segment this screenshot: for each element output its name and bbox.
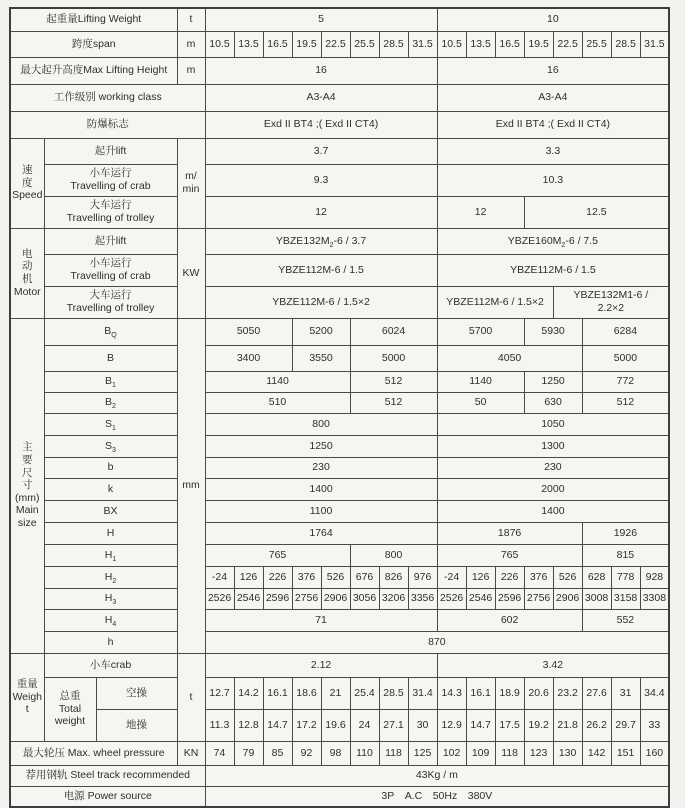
size-h2-cell-14: 628 — [582, 566, 611, 588]
row-max-lifting-height — [10, 57, 669, 84]
max-wheel-pressure-cell-11: 109 — [466, 741, 495, 765]
row-size-h1 — [10, 544, 669, 566]
row-size-h2 — [10, 566, 669, 588]
max-wheel-pressure-cell-4: 85 — [263, 741, 292, 765]
span-cell-9: 31.5 — [408, 31, 437, 57]
size-h2-cell-15: 778 — [611, 566, 640, 588]
max-wheel-pressure-cell-17: 160 — [640, 741, 669, 765]
size-b1-cell-1: 1140 — [205, 371, 350, 392]
row-weight-total-empty-cab — [10, 677, 669, 709]
size-b-cell-1: 3400 — [205, 345, 292, 371]
row-span — [10, 31, 669, 57]
size-s1-cell-1: 800 — [205, 413, 437, 435]
size-h3-label: $H_3$ — [44, 588, 177, 609]
size-bq-cell-6: 5700 — [437, 318, 524, 345]
span-cell-12: 16.5 — [495, 31, 524, 57]
size-h2-cell-13: 526 — [553, 566, 582, 588]
weight-total-ground-cell-6: 24 — [350, 709, 379, 741]
size-bq-label: $B_Q$ — [44, 318, 177, 345]
size-bq-cell-5: 6024 — [350, 318, 437, 345]
motor-trolley-cell-2: YBZE112M-6 / 1.5×2 — [437, 286, 553, 318]
size-bx-cell-2: 1400 — [437, 500, 669, 522]
weight-total-empty-cab-cell-9: 31.4 — [408, 677, 437, 709]
row-size-bq — [10, 318, 669, 345]
size-h2-cell-4: 376 — [292, 566, 321, 588]
weight-total-ground-cell-3: 14.7 — [263, 709, 292, 741]
size-h3-cell-6: 3056 — [350, 588, 379, 609]
row-size-s1 — [10, 413, 669, 435]
motor-group-label: 电 动 机 Motor — [10, 228, 44, 318]
size-h2-cell-12: 376 — [524, 566, 553, 588]
max-wheel-pressure-cell-7: 110 — [350, 741, 379, 765]
motor-crab-cell-1: YBZE112M-6 / 1.5 — [205, 254, 437, 286]
lifting-weight-label: 起重量Lifting Weight — [10, 8, 177, 31]
span-cell-10: 10.5 — [437, 31, 466, 57]
size-h1-cell-3: 765 — [437, 544, 582, 566]
size-h3-cell-4: 2756 — [292, 588, 321, 609]
size-b-cell-2: 3550 — [292, 345, 350, 371]
weight-total-empty-cab-cell-7: 25.4 — [350, 677, 379, 709]
span-cell-16: 28.5 — [611, 31, 640, 57]
motor-unit: KW — [177, 228, 205, 318]
row-size-b1 — [10, 371, 669, 392]
speed-crab-cell-2: 10.3 — [437, 164, 669, 196]
lifting-weight-unit: t — [177, 8, 205, 31]
max-wheel-pressure-cell-6: 98 — [321, 741, 350, 765]
row-size-k — [10, 478, 669, 500]
size-h2-cell-16: 928 — [640, 566, 669, 588]
size-h2-cell-11: 226 — [495, 566, 524, 588]
max-wheel-pressure-cell-16: 151 — [611, 741, 640, 765]
size-h3-cell-14: 3008 — [582, 588, 611, 609]
weight-total-empty-cab-cell-13: 20.6 — [524, 677, 553, 709]
weight-total-empty-cab-cell-2: 12.7 — [205, 677, 234, 709]
size-h1-label: $H_1$ — [44, 544, 177, 566]
motor-lift-cell-3: $YBZE132M_2-6 / 3.7$ — [205, 228, 437, 254]
size-b2-cell-5: 512 — [582, 392, 669, 413]
size-unit: mm — [177, 318, 205, 653]
max-lifting-height-cell-3: 16 — [437, 57, 669, 84]
size-b1-cell-5: 772 — [582, 371, 669, 392]
spec-table — [9, 7, 670, 808]
size-b-flange-cell-2: 230 — [437, 457, 669, 478]
span-cell-15: 25.5 — [582, 31, 611, 57]
size-h2-cell-7: 826 — [379, 566, 408, 588]
motor-trolley-cell-3: YBZE132M1-6 / 2.2×2 — [553, 286, 669, 318]
size-s3-cell-1: 1250 — [205, 435, 437, 457]
row-max-wheel-pressure — [10, 741, 669, 765]
row-weight-total-ground — [10, 709, 669, 741]
max-lifting-height-label: 最大起升高度Max Lifting Height — [10, 57, 177, 84]
weight-total-ground-cell-10: 14.7 — [466, 709, 495, 741]
size-h3-cell-1: 2526 — [205, 588, 234, 609]
row-motor-lift — [10, 228, 669, 254]
span-cell-2: 10.5 — [205, 31, 234, 57]
size-h3-cell-3: 2596 — [263, 588, 292, 609]
explosion-proof-mark-label: 防爆标志 — [10, 111, 205, 138]
max-wheel-pressure-cell-14: 130 — [553, 741, 582, 765]
total-weight-label: 总重 Total weight — [44, 677, 96, 741]
size-bx-cell-1: 1100 — [205, 500, 437, 522]
weight-group-label: 重量 Weight — [10, 653, 44, 741]
size-h3-cell-15: 3158 — [611, 588, 640, 609]
weight-total-empty-cab-cell-12: 18.9 — [495, 677, 524, 709]
span-cell-5: 19.5 — [292, 31, 321, 57]
size-b2-cell-2: 512 — [350, 392, 437, 413]
steel-track-label: 荐用钢轨 Steel track recommended — [10, 765, 205, 786]
size-h1-cell-1: 765 — [205, 544, 350, 566]
max-wheel-pressure-label: 最大轮压 Max. wheel pressure — [10, 741, 177, 765]
power-source-label: 电源 Power source — [10, 786, 205, 807]
row-size-b — [10, 345, 669, 371]
size-h1-cell-2: 800 — [350, 544, 437, 566]
row-motor-trolley — [10, 286, 669, 318]
weight-total-ground-cell-5: 19.6 — [321, 709, 350, 741]
size-h2-cell-9: -24 — [437, 566, 466, 588]
motor-crab-label: 小车运行 Travelling of crab — [44, 254, 177, 286]
row-size-h4 — [10, 609, 669, 631]
max-wheel-pressure-cell-10: 102 — [437, 741, 466, 765]
ground-operation-label: 地操 — [96, 709, 177, 741]
row-size-h — [10, 522, 669, 544]
weight-total-empty-cab-cell-5: 18.6 — [292, 677, 321, 709]
weight-total-ground-cell-15: 29.7 — [611, 709, 640, 741]
size-b-label: B — [44, 345, 177, 371]
size-b-cell-5: 5000 — [582, 345, 669, 371]
weight-total-empty-cab-cell-14: 23.2 — [553, 677, 582, 709]
motor-trolley-label: 大车运行 Travelling of trolley — [44, 286, 177, 318]
span-unit: m — [177, 31, 205, 57]
size-h2-cell-10: 126 — [466, 566, 495, 588]
row-explosion-proof-mark — [10, 111, 669, 138]
row-speed-trolley — [10, 196, 669, 228]
span-cell-8: 28.5 — [379, 31, 408, 57]
size-bq-cell-8: 6284 — [582, 318, 669, 345]
max-wheel-pressure-cell-8: 118 — [379, 741, 408, 765]
speed-trolley-cell-3: 12.5 — [524, 196, 669, 228]
size-h3-cell-11: 2596 — [495, 588, 524, 609]
size-h2-label: $H_2$ — [44, 566, 177, 588]
weight-total-empty-cab-cell-16: 31 — [611, 677, 640, 709]
weight-crab-cell-4: 3.42 — [437, 653, 669, 677]
size-h2-cell-1: -24 — [205, 566, 234, 588]
size-h-rail-label: h — [44, 631, 177, 653]
max-wheel-pressure-cell-15: 142 — [582, 741, 611, 765]
span-cell-6: 22.5 — [321, 31, 350, 57]
size-b2-label: $B_2$ — [44, 392, 177, 413]
size-h4-cell-1: 71 — [205, 609, 437, 631]
weight-total-empty-cab-cell-3: 14.2 — [234, 677, 263, 709]
weight-total-ground-cell-16: 33 — [640, 709, 669, 741]
max-wheel-pressure-cell-2: 74 — [205, 741, 234, 765]
size-h-cell-2: 1876 — [437, 522, 582, 544]
weight-total-empty-cab-cell-15: 27.6 — [582, 677, 611, 709]
span-cell-3: 13.5 — [234, 31, 263, 57]
row-size-bx — [10, 500, 669, 522]
size-b2-cell-1: 510 — [205, 392, 350, 413]
weight-crab-cell-3: 2.12 — [205, 653, 437, 677]
size-h3-cell-12: 2756 — [524, 588, 553, 609]
row-size-b2 — [10, 392, 669, 413]
size-s1-cell-2: 1050 — [437, 413, 669, 435]
max-wheel-pressure-cell-12: 118 — [495, 741, 524, 765]
size-h4-cell-2: 602 — [437, 609, 582, 631]
size-k-label: k — [44, 478, 177, 500]
span-cell-4: 16.5 — [263, 31, 292, 57]
weight-total-ground-cell-14: 26.2 — [582, 709, 611, 741]
working-class-cell-2: A3-A4 — [437, 84, 669, 111]
speed-unit: m/ min — [177, 138, 205, 228]
power-source-cell-1: 3P A.C 50Hz 380V — [205, 786, 669, 807]
span-cell-14: 22.5 — [553, 31, 582, 57]
size-h-rail-cell-1: 870 — [205, 631, 669, 653]
size-h3-cell-8: 3356 — [408, 588, 437, 609]
size-h4-label: $H_4$ — [44, 609, 177, 631]
row-speed-lift — [10, 138, 669, 164]
size-b2-cell-4: 630 — [524, 392, 582, 413]
size-bq-cell-3: 5050 — [205, 318, 292, 345]
speed-group-label: 速 度 Speed — [10, 138, 44, 228]
size-b1-cell-3: 1140 — [437, 371, 524, 392]
size-b-flange-label: b — [44, 457, 177, 478]
explosion-proof-mark-cell-2: Exd II BT4 ;( Exd II CT4) — [437, 111, 669, 138]
weight-total-ground-cell-9: 12.9 — [437, 709, 466, 741]
row-power-source — [10, 786, 669, 807]
lifting-weight-cell-2: 5 — [205, 8, 437, 31]
row-speed-crab — [10, 164, 669, 196]
span-cell-17: 31.5 — [640, 31, 669, 57]
weight-total-empty-cab-cell-11: 16.1 — [466, 677, 495, 709]
explosion-proof-mark-cell-1: Exd II BT4 ;( Exd II CT4) — [205, 111, 437, 138]
weight-total-empty-cab-cell-10: 14.3 — [437, 677, 466, 709]
size-k-cell-1: 1400 — [205, 478, 437, 500]
size-h2-cell-3: 226 — [263, 566, 292, 588]
max-wheel-pressure-cell-3: 79 — [234, 741, 263, 765]
weight-total-empty-cab-cell-6: 21 — [321, 677, 350, 709]
max-wheel-pressure-unit: KN — [177, 741, 205, 765]
size-b2-cell-3: 50 — [437, 392, 524, 413]
size-s1-label: $S_1$ — [44, 413, 177, 435]
size-h-cell-1: 1764 — [205, 522, 437, 544]
span-cell-13: 19.5 — [524, 31, 553, 57]
size-b1-cell-2: 512 — [350, 371, 437, 392]
row-size-b-flange — [10, 457, 669, 478]
size-h3-cell-16: 3308 — [640, 588, 669, 609]
row-working-class — [10, 84, 669, 111]
speed-lift-cell-4: 3.3 — [437, 138, 669, 164]
row-size-h3 — [10, 588, 669, 609]
size-h4-cell-3: 552 — [582, 609, 669, 631]
max-lifting-height-unit: m — [177, 57, 205, 84]
motor-lift-cell-4: $YBZE160M_2-6 / 7.5$ — [437, 228, 669, 254]
size-b-cell-3: 5000 — [350, 345, 437, 371]
size-h3-cell-5: 2906 — [321, 588, 350, 609]
weight-unit: t — [177, 653, 205, 741]
weight-total-empty-cab-cell-17: 34.4 — [640, 677, 669, 709]
weight-total-ground-cell-8: 30 — [408, 709, 437, 741]
row-size-s3 — [10, 435, 669, 457]
cab-operation-label: 空操 — [96, 677, 177, 709]
weight-total-ground-cell-4: 17.2 — [292, 709, 321, 741]
size-k-cell-2: 2000 — [437, 478, 669, 500]
size-b1-cell-4: 1250 — [524, 371, 582, 392]
speed-lift-cell-3: 3.7 — [205, 138, 437, 164]
motor-lift-label: 起升lift — [44, 228, 177, 254]
span-cell-7: 25.5 — [350, 31, 379, 57]
max-lifting-height-cell-2: 16 — [205, 57, 437, 84]
size-h3-cell-2: 2546 — [234, 588, 263, 609]
motor-crab-cell-2: YBZE112M-6 / 1.5 — [437, 254, 669, 286]
weight-total-empty-cab-cell-8: 28.5 — [379, 677, 408, 709]
max-wheel-pressure-cell-13: 123 — [524, 741, 553, 765]
row-motor-crab — [10, 254, 669, 286]
size-h2-cell-6: 676 — [350, 566, 379, 588]
row-size-h-rail — [10, 631, 669, 653]
size-h3-cell-7: 3206 — [379, 588, 408, 609]
speed-crab-label: 小车运行 Travelling of crab — [44, 164, 177, 196]
max-wheel-pressure-cell-5: 92 — [292, 741, 321, 765]
row-lifting-weight — [10, 8, 669, 31]
size-h2-cell-5: 526 — [321, 566, 350, 588]
weight-total-ground-cell-11: 17.5 — [495, 709, 524, 741]
size-b-cell-4: 4050 — [437, 345, 582, 371]
weight-total-ground-cell-2: 12.8 — [234, 709, 263, 741]
lifting-weight-cell-3: 10 — [437, 8, 669, 31]
weight-crab-label: 小车crab — [44, 653, 177, 677]
motor-trolley-cell-1: YBZE112M-6 / 1.5×2 — [205, 286, 437, 318]
working-class-cell-1: A3-A4 — [205, 84, 437, 111]
main-size-group-label: 主 要 尺 寸 (mm) Main size — [10, 318, 44, 653]
steel-track-cell-1: 43Kg / m — [205, 765, 669, 786]
size-h3-cell-13: 2906 — [553, 588, 582, 609]
weight-total-empty-cab-cell-4: 16.1 — [263, 677, 292, 709]
speed-trolley-cell-1: 12 — [205, 196, 437, 228]
size-bq-cell-7: 5930 — [524, 318, 582, 345]
row-steel-track — [10, 765, 669, 786]
size-h1-cell-4: 815 — [582, 544, 669, 566]
size-h3-cell-10: 2546 — [466, 588, 495, 609]
speed-trolley-label: 大车运行 Travelling of trolley — [44, 196, 177, 228]
size-s3-cell-2: 1300 — [437, 435, 669, 457]
speed-lift-label: 起升lift — [44, 138, 177, 164]
weight-total-ground-cell-1: 11.3 — [205, 709, 234, 741]
speed-trolley-cell-2: 12 — [437, 196, 524, 228]
size-s3-label: $S_3$ — [44, 435, 177, 457]
size-h-cell-3: 1926 — [582, 522, 669, 544]
weight-total-ground-cell-12: 19.2 — [524, 709, 553, 741]
size-h2-cell-8: 976 — [408, 566, 437, 588]
max-wheel-pressure-cell-9: 125 — [408, 741, 437, 765]
size-h2-cell-2: 126 — [234, 566, 263, 588]
span-label: 跨度span — [10, 31, 177, 57]
span-cell-11: 13.5 — [466, 31, 495, 57]
working-class-label: 工作级别 working class — [10, 84, 205, 111]
row-weight-crab — [10, 653, 669, 677]
weight-total-ground-cell-7: 27.1 — [379, 709, 408, 741]
size-b1-label: $B_1$ — [44, 371, 177, 392]
weight-total-ground-cell-13: 21.8 — [553, 709, 582, 741]
size-bx-label: BX — [44, 500, 177, 522]
size-h-label: H — [44, 522, 177, 544]
speed-crab-cell-1: 9.3 — [205, 164, 437, 196]
size-b-flange-cell-1: 230 — [205, 457, 437, 478]
size-bq-cell-4: 5200 — [292, 318, 350, 345]
size-h3-cell-9: 2526 — [437, 588, 466, 609]
